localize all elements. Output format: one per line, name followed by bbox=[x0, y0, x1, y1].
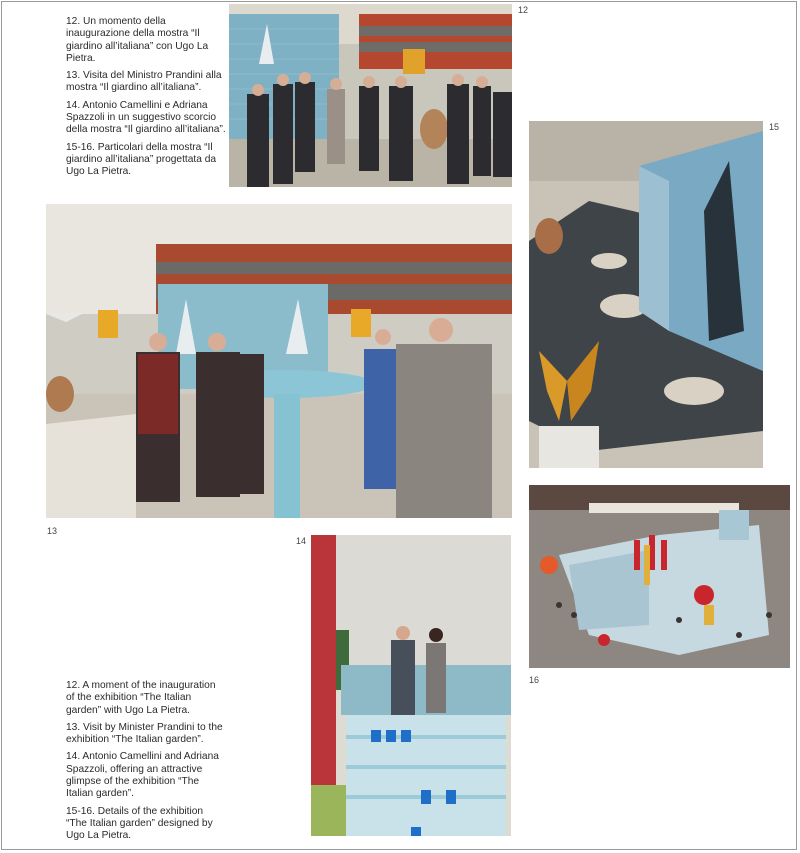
caption-it-14: 14. Antonio Camellini e Adriana Spazzoli in un suggestivo scorcio della mostra “Il giardino all’italiana”. bbox=[66, 99, 226, 136]
caption-en-13: 13. Visit by Minister Prandini to the exhibition “The Italian garden”. bbox=[66, 721, 223, 746]
caption-it-12: 12. Un momento della inaugurazione della mostra “Il giardino all’italiana” con Ugo La Pietra. bbox=[66, 16, 209, 64]
captions-english bbox=[66, 680, 226, 848]
caption-it-15-16: 15-16. Particolari della mostra “Il giardino all’italiana” progettata da Ugo La Pietra. bbox=[66, 141, 217, 178]
photo-15-installation-detail bbox=[529, 121, 763, 468]
captions-italian bbox=[66, 16, 226, 184]
figure-number-15: 15 bbox=[769, 122, 780, 132]
caption-it-13: 13. Visita del Ministro Prandini alla mostra “Il giardino all’italiana”. bbox=[66, 70, 222, 94]
figure-number-14: 14 bbox=[296, 536, 307, 546]
photo-14-camellini-spazzoli bbox=[311, 535, 511, 836]
photo-13-minister-visit bbox=[46, 204, 512, 518]
caption-en-12: 12. A moment of the inauguration of the exhibition “The Italian garden” with Ugo La Pietra. bbox=[66, 680, 216, 716]
caption-en-14: 14. Antonio Camellini and Adriana Spazzoli, offering an attractive glimpse of the exhibition “The Italian garden”. bbox=[66, 751, 219, 800]
caption-en-15-16: 15-16. Details of the exhibition “The Italian garden” designed by Ugo La Pietra. bbox=[66, 805, 213, 842]
photo-12-inauguration bbox=[229, 4, 512, 187]
figure-number-12: 12 bbox=[518, 5, 529, 15]
photo-16-aerial-view bbox=[529, 485, 790, 668]
figure-number-16: 16 bbox=[529, 675, 540, 685]
figure-number-13: 13 bbox=[47, 526, 58, 536]
